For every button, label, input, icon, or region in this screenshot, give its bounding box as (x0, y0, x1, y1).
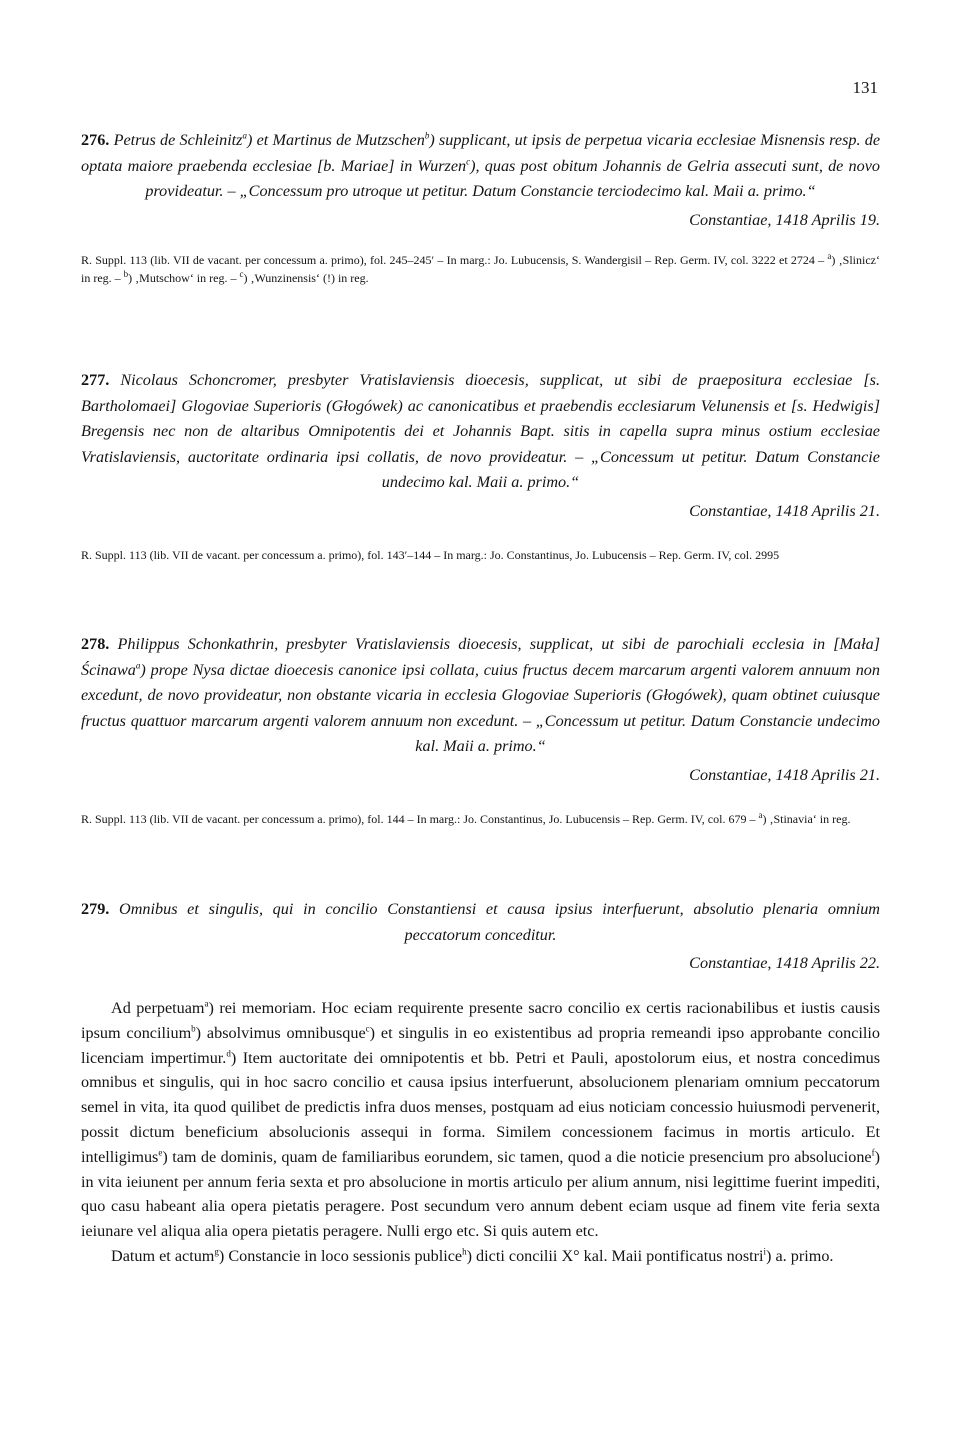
footnote-marker: d (226, 1048, 231, 1059)
entry-number: 279. (81, 900, 110, 918)
entry-date: Constantiae, 1418 Aprilis 21. (689, 501, 880, 520)
page-number: 131 (852, 78, 878, 97)
entry-278 (81, 632, 880, 828)
entry-heading (81, 897, 880, 948)
footnote-marker: h (462, 1246, 467, 1257)
footnote-marker: i (763, 1246, 767, 1257)
footnote-marker: a (242, 130, 247, 141)
entry-number: 277. (81, 371, 110, 389)
document-body (81, 996, 880, 1269)
entry-heading (81, 632, 880, 760)
footnote-marker: c (466, 156, 471, 167)
entry-note: R. Suppl. 113 (lib. VII de vacant. per concessum a. primo), fol. 144 – In marg.: Jo. Constantinus, Jo. Lubucensis – Rep. Germ. IV, col. 679 – $^a$) ‚Stinavia‘ in reg. (81, 809, 851, 826)
entry-276 (81, 128, 880, 287)
footnote-marker: e (158, 1147, 163, 1158)
footnote-marker: a (758, 809, 763, 820)
footnote-marker: b (123, 268, 129, 279)
entry-number: 276. (81, 131, 110, 149)
footnote-marker: b (424, 130, 430, 141)
entry-heading-text: Nicolaus Schoncromer, presbyter Vratislaviensis dioecesis, supplicat, ut sibi de praepositura ecclesiae [s. Bartholomaei] Glogoviae Superioris (Głogówek) ac canonicatibus et praebendis ecclesiarum Velunensis et [s. Hedwigis] Bregensis nec non de altaribus Omnipotentis dei et Johannis Bapt. sitis in capella supra minus ostium ecclesiae Vratislaviensis, auctoritate ordinaria ipsi collatis, de novo provideatur. – „Concessum ut petitur. Datum Constancie undecimo kal. Maii a. primo.“ (81, 371, 881, 492)
footnote-marker: a (204, 998, 209, 1009)
footnote-marker: c (239, 268, 244, 279)
entry-date: Constantiae, 1418 Aprilis 21. (689, 765, 880, 784)
entry-heading-text: Omnibus et singulis, qui in concilio Constantiensi et causa ipsius interfuerunt, absolutio plenaria omnium peccatorum conceditur. (119, 900, 881, 944)
body-paragraph: Ad perpetuam$^a$) rei memoriam. Hoc eciam requirente presente sacro concilio ex certis racionabilibus et iustis causis ipsum concilium$^b$) absolvimus omnibusque$^c$) et singulis in eo existentibus ad propria remeandi ipso approbante concilio licenciam impertimur.$^d$) Item auctoritate dei omnipotentis et bb. Petri et Pauli, apostolorum eius, et nostra concedimus omnibus et singulis, qui in hoc sacro concilio et causa ipsius interfuerunt, absolucionem plenariam omnium peccatorum semel in vita, ita quod quilibet de predictis infra duos menses, postquam ad eius noticiam concessio huiusmodi pervenerit, possit dictum beneficium absolucionis assequi in forma. Similem concessionem facimus in mortis articulo. Et intelligimus$^e$) tam de dominis, quam de familiaribus eorundem, sic tamen, quod a die noticie presencium pro absolucione$^f$) in vita ieiunent per annum feria sexta et pro absolucione in mortis articulo per alium annum, nisi legittime fuerint impediti, quo casu habeant alia opera pietatis peragere. Post secundum vero annum debent eciam usque ad finem vite feria sexta ieiunare vel aliqua alia opera pietatis peragere. Nulli ergo etc. Si quis autem etc. (81, 998, 880, 1241)
entry-heading-text: Philippus Schonkathrin, presbyter Vratislaviensis dioecesis, supplicat, ut sibi de parochiali ecclesia in [Mała] Ścinawa$^a$) prope Nysa dictae dioecesis canonice ipsi collata, cuius fructus decem marcarum argenti valorem annuum non excedunt, de novo provideatur, non obstante vicaria in ecclesia Glogoviae Superioris (Głogówek), quam obtinet cuiusque fructus quattuor marcarum argenti valorem annuum non excedunt. – „Concessum ut petitur. Datum Constancie undecimo kal. Maii a. primo.“ (81, 635, 880, 756)
entry-heading (81, 128, 880, 205)
footnote-marker: c (365, 1023, 370, 1034)
entry-note: R. Suppl. 113 (lib. VII de vacant. per concessum a. primo), fol. 245–245′ – In marg.: Jo. Lubucensis, S. Wandergisil – Rep. Germ. IV, col. 3222 et 2724 – $^a$) ‚Slinicz‘ in reg. – $^b$) ‚Mutschow‘ in reg. – $^c$) ‚Wunzinensis‘ (!) in reg. (81, 250, 880, 285)
footnote-marker: f (871, 1147, 875, 1158)
body-paragraph: Datum et actum$^g$) Constancie in loco sessionis publice$^h$) dicti concilii X° kal. Maii pontificatus nostri$^i$) a. primo. (111, 1246, 834, 1265)
footnote-marker: g (214, 1246, 219, 1257)
entry-date: Constantiae, 1418 Aprilis 22. (689, 954, 880, 973)
entry-heading-text: Petrus de Schleinitz$^a$) et Martinus de Mutzschen$^b$) supplicant, ut ipsis de perpetua vicaria ecclesiae Misnensis resp. de optata maiore praebenda ecclesiae [b. Mariae] in Wurzen$^c$), quas post obitum Johannis de Gelria assecuti sunt, de novo provideatur. – „Concessum pro utroque ut petitur. Datum Constancie terciodecimo kal. Maii a. primo.“ (81, 130, 881, 201)
footnote-marker: a (135, 660, 141, 671)
footnote-marker: a (827, 250, 832, 261)
entry-heading (81, 368, 880, 496)
entry-279 (81, 897, 880, 976)
entry-number: 278. (81, 635, 110, 653)
entry-date: Constantiae, 1418 Aprilis 19. (689, 210, 880, 229)
footnote-marker: b (191, 1023, 196, 1034)
entry-277 (81, 368, 880, 564)
entry-note: R. Suppl. 113 (lib. VII de vacant. per concessum a. primo), fol. 143′–144 – In marg.: Jo. Constantinus, Jo. Lubucensis – Rep. Germ. IV, col. 2995 (81, 547, 780, 562)
